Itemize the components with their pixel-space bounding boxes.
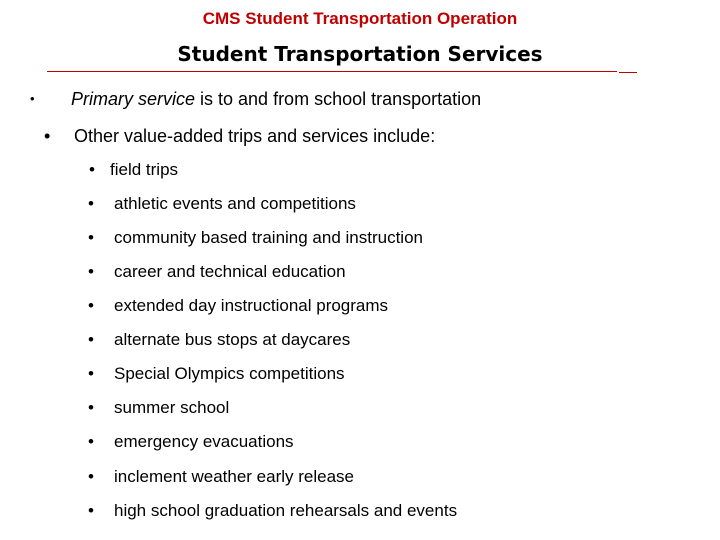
bullet-dot: • xyxy=(30,91,35,106)
sub-list-item xyxy=(89,160,178,180)
sub-list-item xyxy=(88,501,457,521)
page-title: Student Transportation Services xyxy=(177,42,543,66)
sub-list-item xyxy=(88,296,388,316)
bullet-primary-service xyxy=(30,89,481,110)
sub-item-text: career and technical education xyxy=(114,262,346,281)
bullet-primary-emphasis: Primary service xyxy=(71,89,196,109)
sub-item-text: athletic events and competitions xyxy=(114,194,356,213)
sub-item-text: high school graduation rehearsals and events xyxy=(114,501,458,520)
bullet-dot: • xyxy=(44,126,51,146)
title-divider-tail xyxy=(619,72,637,73)
sub-item-text: inclement weather early release xyxy=(114,467,355,486)
sub-item-text: Special Olympics competitions xyxy=(114,364,345,383)
bullet-dot: • xyxy=(88,194,94,213)
bullet-dot: • xyxy=(88,262,94,281)
sub-item-text: community based training and instruction xyxy=(114,228,423,247)
bullet-dot: • xyxy=(88,467,94,486)
bullet-dot: • xyxy=(88,501,94,520)
bullet-dot: • xyxy=(88,228,94,247)
bullet-other-text: Other value-added trips and services include: xyxy=(74,126,436,146)
sub-list-item xyxy=(88,398,229,418)
bullet-primary-text: is to and from school transportation xyxy=(195,89,482,109)
sub-list-item xyxy=(88,330,350,350)
bullet-dot: • xyxy=(88,364,94,383)
sub-item-text: alternate bus stops at daycares xyxy=(114,330,351,349)
sub-list-item xyxy=(88,228,423,248)
sub-item-text: summer school xyxy=(114,398,230,417)
sub-list-item xyxy=(88,467,354,487)
title-divider xyxy=(47,71,617,72)
sub-item-text: field trips xyxy=(110,160,179,179)
header-subtitle: CMS Student Transportation Operation xyxy=(202,9,518,28)
bullet-other-services xyxy=(44,126,435,147)
bullet-dot: • xyxy=(88,432,94,451)
sub-list-item xyxy=(88,432,294,452)
sub-list-item xyxy=(88,262,346,282)
bullet-dot: • xyxy=(88,296,94,315)
bullet-dot: • xyxy=(88,398,94,417)
sub-item-text: emergency evacuations xyxy=(114,432,294,451)
bullet-dot: • xyxy=(89,160,95,179)
sub-item-text: extended day instructional programs xyxy=(114,296,389,315)
sub-list-item xyxy=(88,364,345,384)
sub-list-item xyxy=(88,194,356,214)
bullet-dot: • xyxy=(88,330,94,349)
